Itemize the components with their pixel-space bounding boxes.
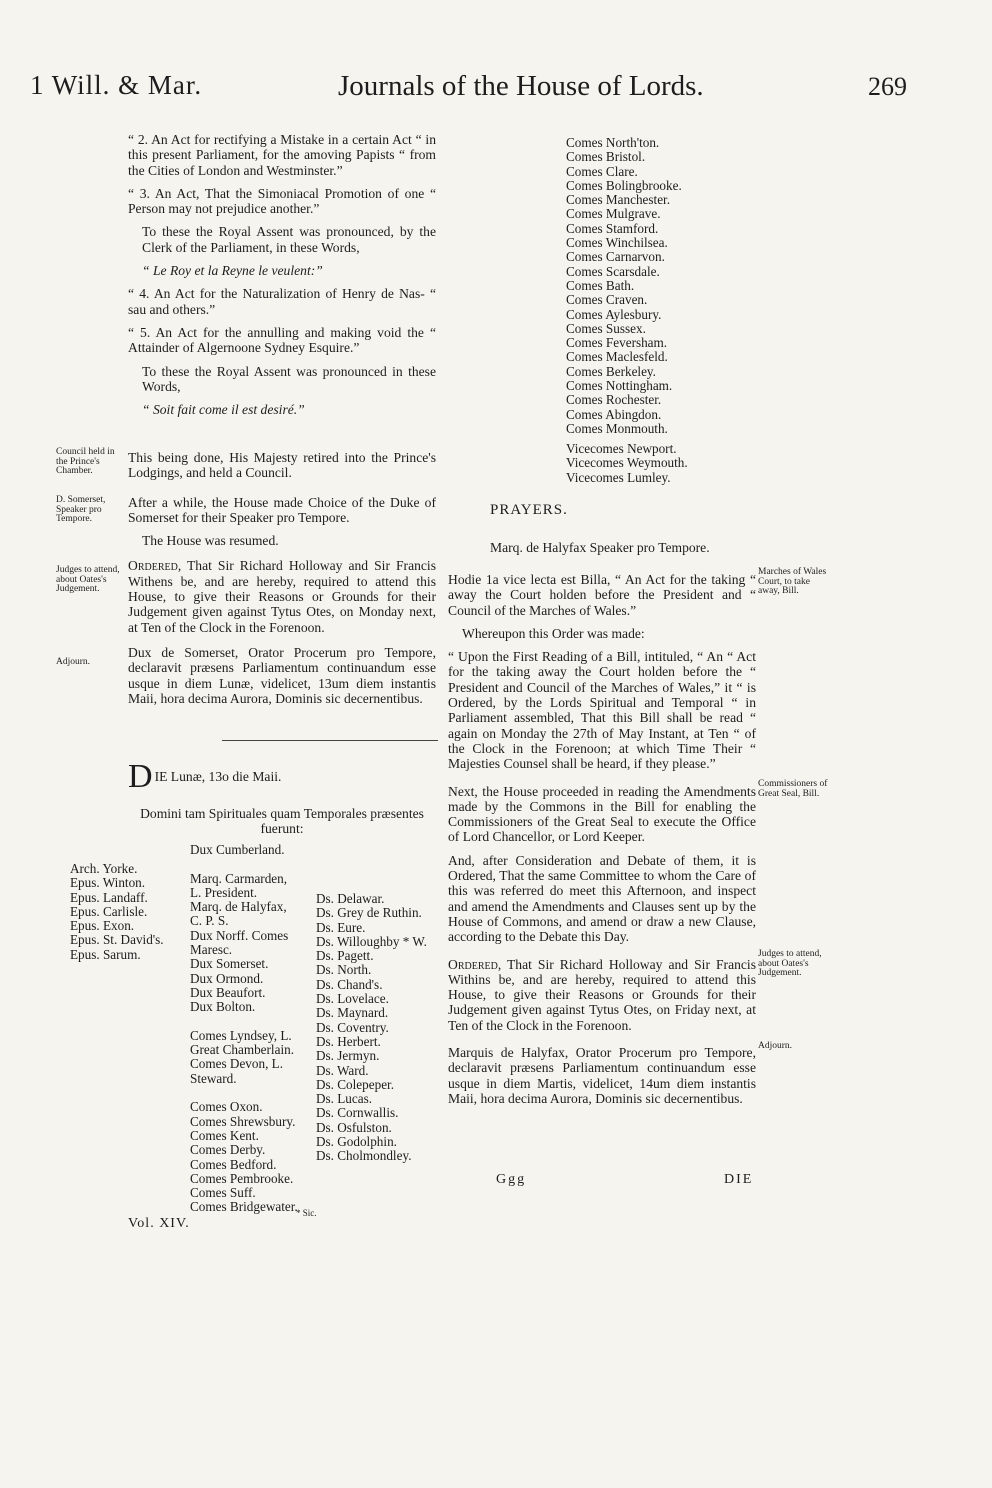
earl-entry: Comes Bolingbrooke. (566, 177, 682, 193)
ordered-lead: Ordered, (448, 956, 502, 972)
lord-entry: Comes Pembrooke. (190, 1170, 294, 1186)
act-entry: “ 3. An Act, That the Simoniacal Promotion of one “ Person may not prejudice another.” (128, 185, 436, 217)
earl-entry: Comes Berkeley. (566, 363, 656, 379)
earl-entry: Comes Scarsdale. (566, 263, 660, 279)
royal-assent-words: “ Le Roy et la Reyne le veulent:” (142, 263, 323, 279)
margin-note-adjourn-right: Adjourn. (758, 1041, 793, 1051)
speaker-line: Marq. de Halyfax Speaker pro Tempore. (490, 540, 710, 555)
lord-entry: Comes Lyndsey, L. (190, 1027, 292, 1043)
barons-list (316, 892, 427, 1164)
margin-note-judges-right: Judges to attend, about Oates's Judgement. (758, 949, 822, 978)
left-column-acts (128, 132, 436, 425)
earl-entry: Comes Winchilsea. (566, 235, 668, 251)
baron-entry: Ds. Godolphin. (316, 1134, 397, 1150)
act-entry: “ 5. An Act for the annulling and making void the “ Attainder of Algernoone Sydney Esquire.” (128, 324, 436, 356)
bishops-list (70, 862, 164, 962)
page-number: 269 (868, 72, 907, 101)
journal-title: Journals of the House of Lords. (338, 70, 704, 102)
lord-entry: Comes Oxon. (190, 1099, 263, 1115)
left-column-proceedings (128, 450, 436, 714)
margin-note-speaker: D. Somerset, Speaker pro Tempore. (56, 495, 106, 524)
earl-entry: Comes Stamford. (566, 220, 659, 236)
earl-entry: Comes Carnarvon. (566, 249, 665, 265)
baron-entry: Ds. Maynard. (316, 1005, 389, 1021)
lord-entry: Comes Bridgewater. (190, 1199, 298, 1215)
baron-entry: Ds. North. (316, 962, 372, 978)
earl-entry: Comes Bath. (566, 277, 635, 293)
earl-entry: Comes Bristol. (566, 149, 646, 165)
baron-entry: Ds. Eure. (316, 919, 366, 935)
lord-entry: Comes Derby. (190, 1142, 266, 1158)
lord-entry (190, 857, 298, 871)
earl-entry: Comes Sussex. (566, 320, 646, 336)
earl-entry: Comes North'ton. (566, 135, 660, 150)
act-entry: “ 4. An Act for the Naturalization of Henry de Nas- “ sau and others.” (128, 286, 436, 317)
baron-entry: Ds. Pagett. (316, 948, 374, 964)
hodie-reading: Hodie 1a vice lecta est Billa, “ An Act for the taking “ away the Court holden before the President and “ Council of the Marches of Wales.” (448, 572, 756, 618)
viscounts-list (566, 442, 688, 485)
lord-entry: Dux Ormond. (190, 970, 264, 986)
section-rule (222, 740, 438, 741)
earl-entry: Comes Maclesfeld. (566, 349, 668, 365)
margin-note-judges: Judges to attend, about Oates's Judgement. (56, 565, 120, 594)
viscount-entry: Vicecomes Newport. (566, 441, 677, 456)
earl-entry: Comes Monmouth. (566, 420, 668, 436)
lord-entry: Dux Norff. Comes (190, 927, 289, 943)
signature-mark: Ggg (496, 1172, 527, 1187)
act-entry: “ 2. An Act for rectifying a Mistake in a certain Act “ in this present Parliament, for the amoving Papists “ from the Cities of London and Westminster.” (128, 132, 436, 178)
council-text: This being done, His Majesty retired into the Prince's Lodgings, and held a Council. (128, 450, 436, 481)
lord-entry: Comes Devon, L. (190, 1056, 284, 1072)
earl-entry: Comes Aylesbury. (566, 306, 662, 322)
bishop-entry: Epus. Landaff. (70, 889, 148, 905)
lord-entry: Comes Shrewsbury. (190, 1113, 296, 1129)
bishop-entry: Epus. Sarum. (70, 946, 141, 962)
baron-entry: Ds. Lovelace. (316, 991, 389, 1007)
adjourn-text: Dux de Somerset, Orator Procerum pro Tempore, declaravit præsens Parliamentum continuandum esse usque in diem Lunæ, videlicet, 13um diem instantis Maii, hora decima Aurora, Dominis sic decernentibus. (128, 644, 436, 706)
margin-note-adjourn: Adjourn. (56, 657, 91, 667)
lord-entry: Dux Somerset. (190, 956, 269, 972)
earl-entry: Comes Clare. (566, 163, 638, 179)
lord-entry: Marq. de Halyfax, (190, 899, 287, 915)
right-column-proceedings (448, 572, 756, 1114)
lord-entry: Marq. Carmarden, (190, 870, 288, 886)
header-regnal-year: 1 Will. & Mar. (30, 70, 203, 100)
catchword: DIE (724, 1172, 754, 1187)
house-resumed: The House was resumed. (142, 533, 279, 549)
baron-entry: Ds. Coventry. (316, 1019, 389, 1035)
viscount-entry: Vicecomes Weymouth. (566, 455, 688, 471)
lord-entry: Steward. (190, 1070, 237, 1086)
bishop-entry: Epus. Carlisle. (70, 903, 148, 919)
bishop-entry: Epus. St. David's. (70, 932, 164, 948)
lord-entry (190, 1015, 298, 1029)
committee-order-text: And, after Consideration and Debate of them, it is Ordered, That the same Committee to whom the Care of this was referred do meet this Afternoon, and inspect and amend the Amendments and Clauses sent up by the House of Commons, and amend or draw a new Clause, according to the Debate this Day. (448, 852, 756, 945)
royal-assent-text: To these the Royal Assent was pronounced in these Words, (142, 363, 436, 394)
baron-entry: Ds. Chand's. (316, 976, 383, 992)
lord-entry: Dux Bolton. (190, 999, 256, 1015)
lord-entry: C. P. S. (190, 913, 229, 929)
volume-number: Vol. XIV. (128, 1216, 190, 1231)
whereupon-text: Whereupon this Order was made: (462, 625, 645, 641)
bishop-entry: Epus. Winton. (70, 875, 146, 891)
earl-entry: Comes Nottingham. (566, 378, 673, 394)
earl-entry: Comes Feversham. (566, 335, 668, 351)
judges-order-text-right: That Sir Richard Holloway and Sir Francis Withins be, and are hereby, required to attend this House, to give their Reasons or Grounds for their Judgement given against Tytus Otes, on Friday next, at Ten of the Clock in the Forenoon. (448, 956, 757, 1033)
ordered-lead: Ordered, (128, 558, 182, 574)
baron-entry: Ds. Willoughby * W. (316, 933, 427, 949)
die-lunae-heading (128, 758, 438, 795)
baron-entry: Ds. Lucas. (316, 1091, 373, 1107)
lord-entry: L. President. (190, 884, 258, 900)
bishop-entry: Arch. Yorke. (70, 861, 138, 876)
lord-entry: Dux Beaufort. (190, 984, 266, 1000)
lord-entry: Maresc. (190, 942, 233, 958)
royal-assent-text: To these the Royal Assent was pronounced, by the Clerk of the Parliament, in these Words, (142, 224, 436, 255)
royal-assent-words: “ Soit fait come il est desiré.” (142, 402, 305, 418)
lord-entry: Comes Suff. (190, 1185, 256, 1201)
domini-heading: Domini tam Spirituales quam Temporales præsentes fuerunt: (140, 806, 424, 837)
baron-entry: Ds. Ward. (316, 1062, 369, 1078)
baron-entry: Ds. Cornwallis. (316, 1105, 399, 1121)
amendments-text: Next, the House proceeded in reading the Amendments made by the Commons in the Bill for enabling the Commissioners of the Great Seal to execute the Office of Lord Chancellor, or Lord Keeper. (448, 783, 756, 845)
baron-entry: Ds. Delawar. (316, 891, 385, 906)
prayers-heading: PRAYERS. (490, 502, 568, 518)
lord-entry: Comes Kent. (190, 1127, 259, 1143)
lords-list-middle (190, 843, 298, 1215)
lord-entry: Dux Cumberland. (190, 842, 285, 857)
order-quote: “ Upon the First Reading of a Bill, intituled, “ An “ Act for the taking away the Court holden before the “ President and Council of the Marches of Wales,” it “ is Ordered, by the Lords Spiritual and Temporal “ in Parliament assembled, That this Bill shall be read “ again on Monday the 27th of May Instant, at Ten “ of the Clock in the Forenoon; at which Time Their “ Majesties Counsel shall be heard, if they please.” (448, 649, 756, 772)
margin-note-council: Council held in the Prince's Chamber. (56, 447, 115, 476)
margin-note-marches: Marches of Wales Court, to take away, Bill. (758, 567, 827, 596)
speaker-text: After a while, the House made Choice of the Duke of Somerset for their Speaker pro Tempore. (128, 494, 436, 525)
baron-entry: Ds. Osfulston. (316, 1119, 392, 1135)
lord-entry: Comes Bedford. (190, 1156, 277, 1172)
adjourn-text-right: Marquis de Halyfax, Orator Procerum pro Tempore, declaravit præsens Parliamentum continuandum esse usque in diem Martis, videlicet, 14um diem instantis Maii, hora decima Aurora, Dominis sic decernentibus. (448, 1045, 756, 1106)
drop-cap: D (128, 758, 153, 795)
baron-entry: Ds. Cholmondley. (316, 1148, 412, 1164)
baron-entry: Ds. Herbert. (316, 1033, 381, 1049)
earls-list (566, 136, 682, 436)
die-lunae-date: IE Lunæ, 13o die Maii. (154, 769, 282, 784)
lord-entry: Great Chamberlain. (190, 1042, 294, 1058)
footnote-sic: * Sic. (296, 1208, 317, 1218)
lord-entry (190, 1086, 298, 1100)
earl-entry: Comes Mulgrave. (566, 206, 661, 222)
viscount-entry: Vicecomes Lumley. (566, 469, 671, 485)
earl-entry: Comes Craven. (566, 292, 648, 308)
earl-entry: Comes Manchester. (566, 192, 671, 208)
baron-entry: Ds. Jermyn. (316, 1048, 380, 1064)
earl-entry: Comes Abingdon. (566, 406, 662, 422)
bishop-entry: Epus. Exon. (70, 918, 135, 934)
earl-entry: Comes Rochester. (566, 392, 662, 408)
baron-entry: Ds. Grey de Ruthin. (316, 905, 422, 921)
judges-order-text: That Sir Richard Holloway and Sir Francis Withens be, and are hereby, required to attend this House, to give their Reasons or Grounds for their Judgement given against Tytus Otes, on Monday next, at Ten of the Clock in the Forenoon. (128, 558, 437, 635)
margin-note-commissioners: Commissioners of Great Seal, Bill. (758, 779, 828, 799)
baron-entry: Ds. Colepeper. (316, 1076, 395, 1092)
